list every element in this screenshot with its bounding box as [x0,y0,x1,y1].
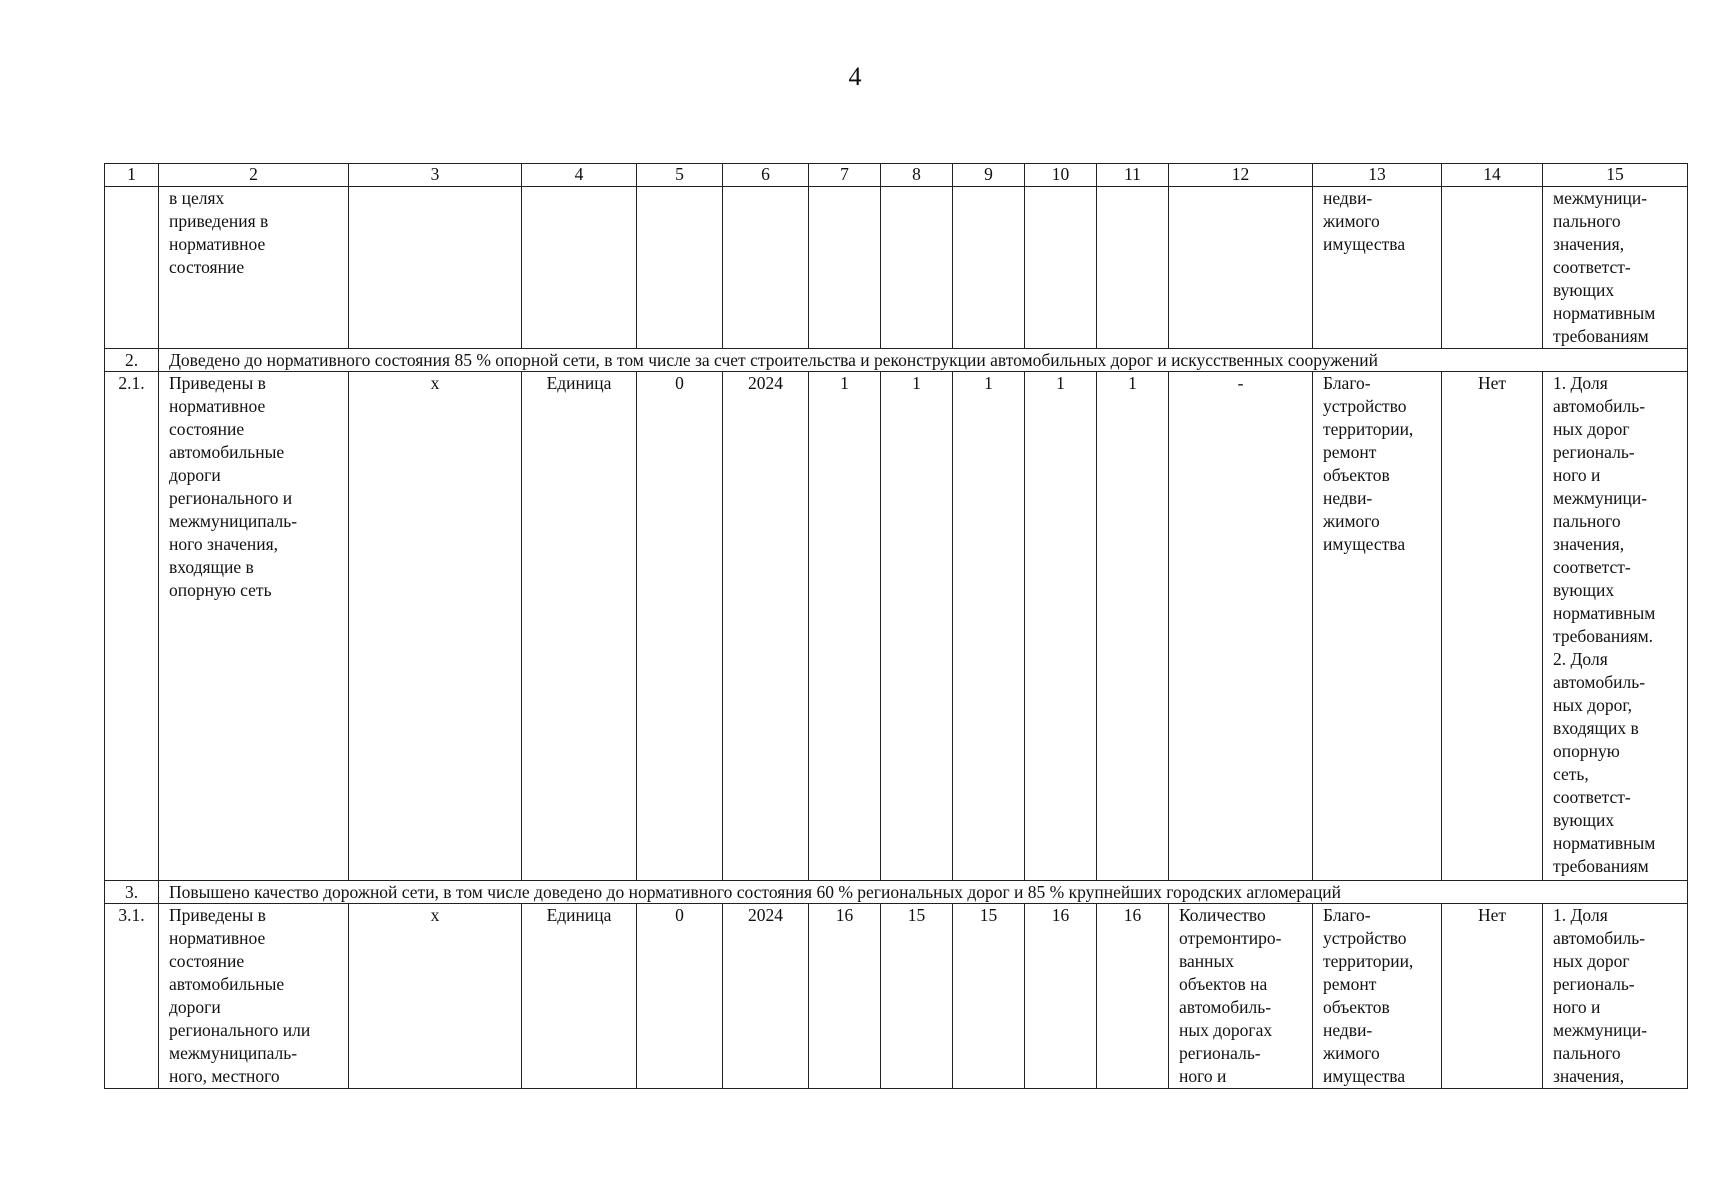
cell-base-year: 2024 [723,904,809,1089]
cell-col9 [953,187,1025,349]
cell-col11: 16 [1097,904,1169,1089]
header-cell: 1 [105,164,159,187]
table-row-2-1 [105,372,1688,881]
header-cell: 4 [522,164,637,187]
header-cell: 3 [349,164,522,187]
cell-col13: Благо- устройство территории, ремонт объектов недви- жимого имущества [1313,904,1442,1089]
cell-result-name: Приведены в нормативное состояние автомобильные дороги регионального и межмуниципаль- ного значения, входящие в опорную сеть [159,372,349,881]
header-row [105,164,1688,187]
header-cell: 10 [1025,164,1097,187]
table-row-3-1 [105,904,1688,1089]
cell-col12 [1169,187,1313,349]
header-cell: 9 [953,164,1025,187]
header-cell: 13 [1313,164,1442,187]
cell-base-year: 2024 [723,372,809,881]
cell-col3: х [349,904,522,1089]
cell-col8: 15 [881,904,953,1089]
cell-col13: Благо- устройство территории, ремонт объектов недви- жимого имущества [1313,372,1442,881]
section-number: 3. [105,881,159,904]
header-cell: 8 [881,164,953,187]
cell-col9: 15 [953,904,1025,1089]
cell-unit [522,187,637,349]
cell-number: 2.1. [105,372,159,881]
section-title: Доведено до нормативного состояния 85 % опорной сети, в том числе за счет строительства и реконструкции автомобильных дорог и искусственных сооружений [159,349,1688,372]
cell-col11 [1097,187,1169,349]
cell-col15: межмуници- пального значения, соответст- вующих нормативным требованиям [1543,187,1688,349]
cell-col8 [881,187,953,349]
cell-col14 [1442,187,1543,349]
header-cell: 5 [637,164,723,187]
header-cell: 11 [1097,164,1169,187]
section-row-2 [105,349,1688,372]
cell-col3 [349,187,522,349]
cell-number: 3.1. [105,904,159,1089]
header-cell: 6 [723,164,809,187]
cell-result-name: Приведены в нормативное состояние автомобильные дороги регионального или межмуниципаль- ного, местного [159,904,349,1089]
header-cell: 7 [809,164,881,187]
section-title: Повышено качество дорожной сети, в том числе доведено до нормативного состояния 60 % региональных дорог и 85 % крупнейших городских агломераций [159,881,1688,904]
header-cell: 14 [1442,164,1543,187]
table-row-continuation [105,187,1688,349]
cell-col3: х [349,372,522,881]
cell-col15: 1. Доля автомобиль- ных дорог региональ- ного и межмуници- пального значения, [1543,904,1688,1089]
cell-base-value: 0 [637,372,723,881]
cell-col15: 1. Доля автомобиль- ных дорог региональ- ного и межмуници- пального значения, соответст- вующих нормативным требованиям. 2. Доля автомобиль- ных дорог, входящих в опорную сеть, соответст- вующих нормативным требованиям [1543,372,1688,881]
cell-base-value: 0 [637,904,723,1089]
cell-unit: Единица [522,904,637,1089]
cell-col14: Нет [1442,904,1543,1089]
cell-number [105,187,159,349]
header-cell: 15 [1543,164,1688,187]
cell-col7 [809,187,881,349]
cell-col10 [1025,187,1097,349]
cell-col14: Нет [1442,372,1543,881]
page-number: 4 [848,62,862,91]
cell-col7: 1 [809,372,881,881]
header-cell: 2 [159,164,349,187]
cell-unit: Единица [522,372,637,881]
indicators-table [104,163,1688,1089]
cell-col7: 16 [809,904,881,1089]
cell-col9: 1 [953,372,1025,881]
cell-col8: 1 [881,372,953,881]
header-cell: 12 [1169,164,1313,187]
cell-col11: 1 [1097,372,1169,881]
section-number: 2. [105,349,159,372]
cell-base-year [723,187,809,349]
cell-col12: - [1169,372,1313,881]
cell-col10: 16 [1025,904,1097,1089]
cell-col12: Количество отремонтиро- ванных объектов на автомобиль- ных дорогах региональ- ного и [1169,904,1313,1089]
section-row-3 [105,881,1688,904]
cell-col13: недви- жимого имущества [1313,187,1442,349]
cell-result-name: в целях приведения в нормативное состояние [159,187,349,349]
cell-base-value [637,187,723,349]
cell-col10: 1 [1025,372,1097,881]
